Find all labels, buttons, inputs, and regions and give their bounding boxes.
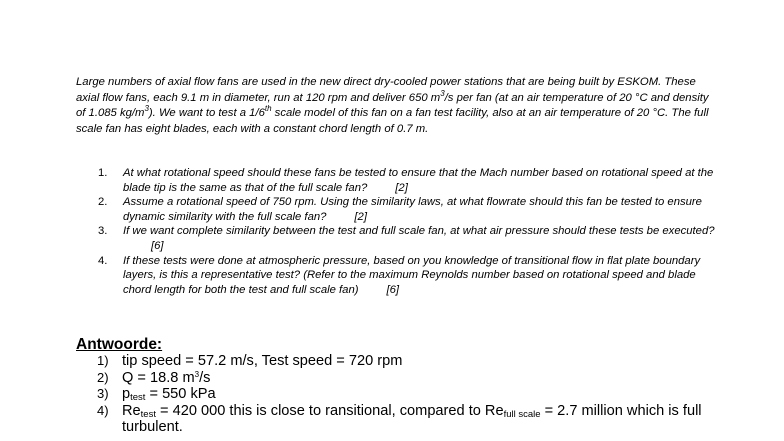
- answer-symbol: p: [122, 386, 131, 403]
- question-item: [98, 166, 718, 195]
- answer-text: tip speed = 57.2 m/s, Test speed = 720 rpm: [122, 353, 403, 369]
- question-marks: [6]: [151, 239, 164, 252]
- answer-subscript: test: [130, 392, 146, 404]
- answer-item: [97, 403, 737, 436]
- question-number: 3.: [98, 225, 108, 238]
- answer-text: = 550 kPa: [145, 386, 216, 403]
- question-marks: [2]: [395, 181, 408, 194]
- answer-symbol: Re: [122, 402, 141, 419]
- question-text: If we want complete similarity between the test and full scale fan, at what air pressure should these tests be executed?: [123, 225, 715, 238]
- problem-statement: [76, 75, 716, 137]
- answer-item: [97, 386, 737, 403]
- question-marks: [2]: [354, 210, 367, 223]
- answer-superscript: 3: [194, 369, 200, 379]
- question-number: 4.: [98, 254, 108, 267]
- answer-subscript: test: [140, 408, 156, 420]
- question-text: At what rotational speed should these fans be tested to ensure that the Mach number based on rotational speed at the blade tip is the same as that of the full scale fan?: [123, 167, 714, 194]
- answer-number: 2): [97, 369, 109, 385]
- intro-sup-3: th: [264, 104, 272, 113]
- answers-heading: Antwoorde:: [76, 336, 163, 353]
- question-item: [98, 224, 718, 253]
- question-text: Assume a rotational speed of 750 rpm. Using the similarity laws, at what flowrate should this fan be tested to ensure dynamic similarity with the full scale fan?: [123, 196, 702, 223]
- question-item: [98, 195, 718, 224]
- question-list: [98, 166, 718, 297]
- intro-text-1: Large numbers of axial flow fans are used in the new direct dry-cooled power stations that are being built by ESKOM. These axial flow fans, each 9.1 m in diameter, run at 120 rpm and deliver 650 m: [76, 76, 696, 104]
- intro-text-4: scale model of this fan on a fan test facility, also at an air temperature of 20 °C. The full scale fan has eight blades, each with a constant chord length of 0.7 m.: [76, 107, 709, 135]
- question-text: If these tests were done at atmospheric pressure, based on you knowledge of transitional flow in flat plate boundary layers, is this a representative test? (Refer to the maximum Reynolds number based on rotational speed and blade chord length for both the test and full scale fan): [123, 254, 701, 296]
- question-number: 2.: [98, 196, 108, 209]
- question-item: [98, 254, 718, 298]
- intro-sup-1: 3: [440, 88, 445, 98]
- answer-unit: /s: [199, 369, 211, 386]
- answer-number: 1): [97, 353, 109, 368]
- answer-item: [97, 353, 737, 370]
- answer-list: [97, 353, 737, 436]
- intro-text-3: ). We want to test a 1/6: [148, 107, 265, 119]
- answer-subscript-2: full scale: [503, 408, 541, 420]
- answer-number: 3): [97, 386, 109, 402]
- intro-sup-2: 3: [144, 104, 149, 113]
- answer-text-tail: = 2.7 million which is full turbulent.: [122, 402, 702, 436]
- answer-number: 4): [97, 402, 109, 418]
- intro-text-2: /s per fan (at an air temperature of 20 °C and density of 1.085 kg/m: [76, 91, 709, 119]
- question-number: 1.: [98, 167, 108, 179]
- answer-item: [97, 370, 737, 387]
- answer-text: = 420 000 this is close to ransitional, compared to Re: [155, 402, 504, 419]
- answer-text: Q = 18.8 m: [122, 369, 195, 386]
- question-marks: [6]: [386, 283, 400, 296]
